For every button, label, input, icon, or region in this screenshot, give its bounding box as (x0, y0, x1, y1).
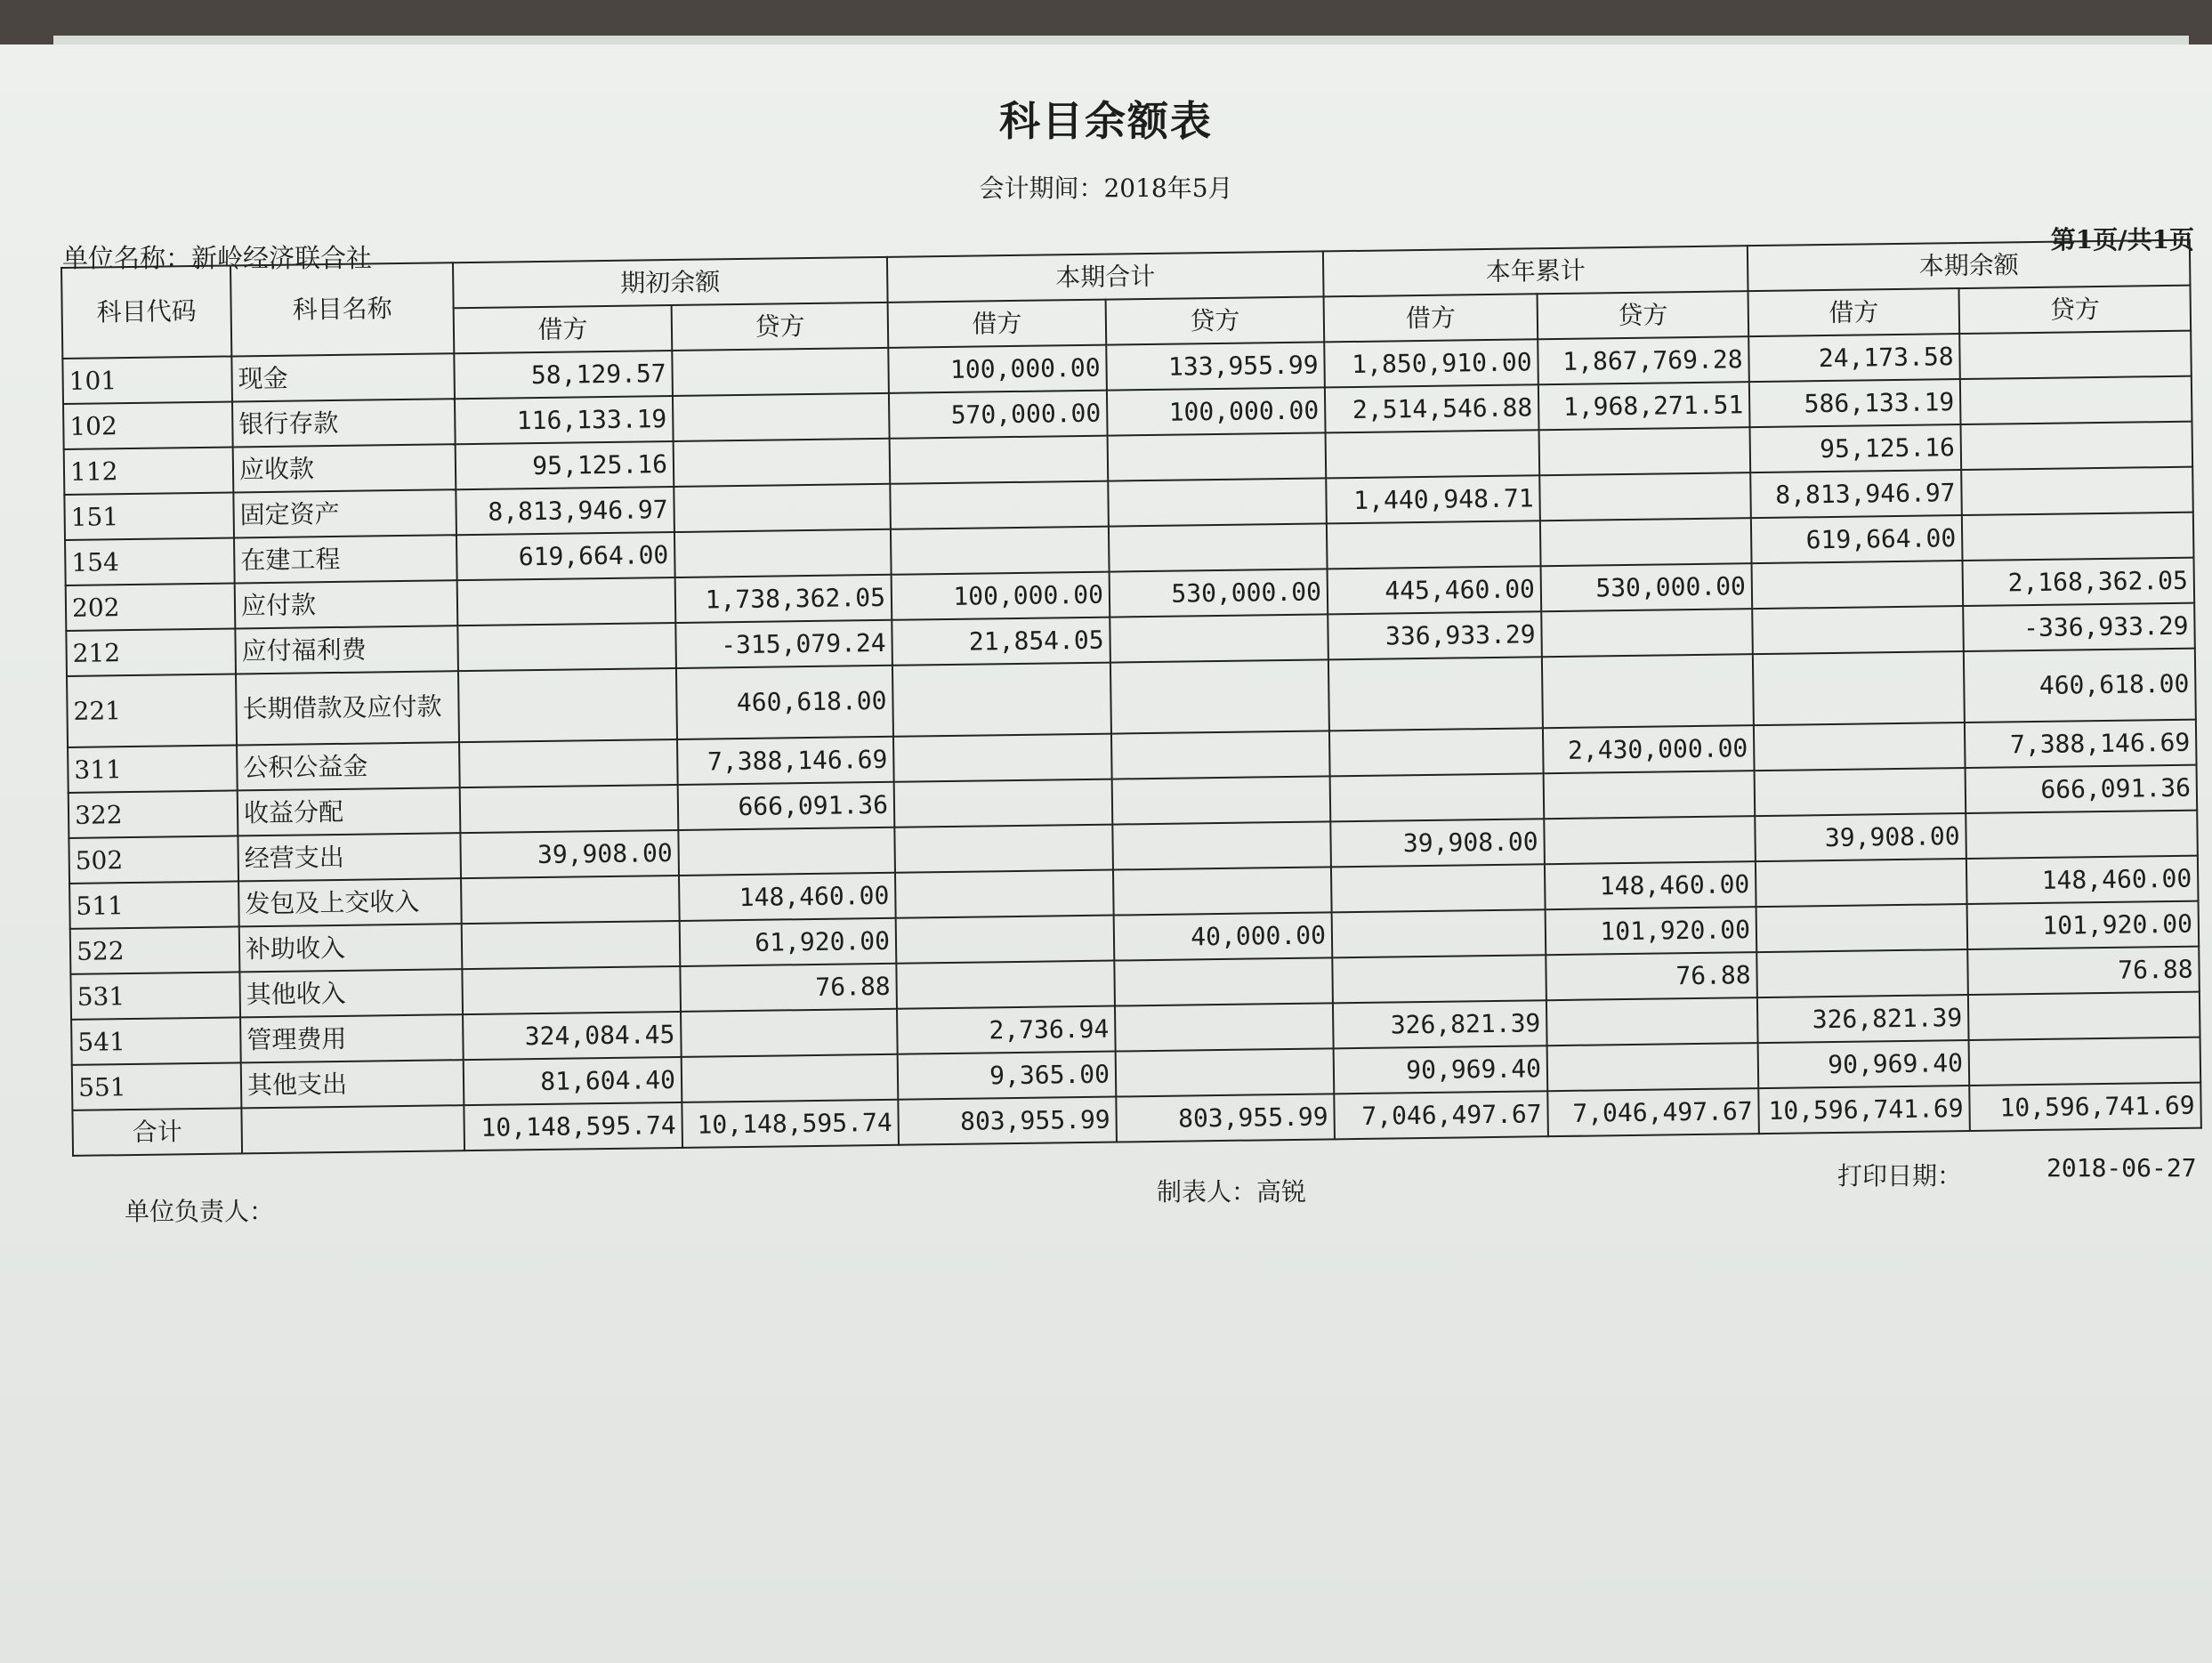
account-name: 固定资产 (233, 489, 456, 537)
amount-cell (1961, 467, 2193, 515)
amount-cell (682, 1054, 899, 1102)
amount-cell (1544, 771, 1756, 819)
header-group-opening: 期初余额 (453, 257, 888, 308)
amount-cell: 81,604.40 (464, 1057, 682, 1105)
amount-cell: 2,430,000.00 (1543, 725, 1755, 773)
amount-cell (894, 825, 1113, 873)
amount-cell (1540, 518, 1752, 566)
print-date-label: 打印日期： (1837, 1161, 1963, 1191)
amount-cell: -336,933.29 (1963, 603, 2195, 651)
header-code: 科目代码 (61, 265, 231, 358)
header-credit: 贷方 (1106, 296, 1325, 344)
amount-cell: 21,854.05 (892, 618, 1110, 666)
amount-cell (1755, 768, 1966, 816)
header-group-ytd: 本年累计 (1323, 246, 1748, 296)
amount-cell: 586,133.19 (1749, 379, 1961, 427)
amount-cell (1110, 659, 1329, 733)
unit-head-signature: 单位负责人： (125, 1197, 275, 1226)
amount-cell (896, 916, 1115, 964)
account-name: 经营支出 (238, 833, 461, 881)
account-code: 541 (71, 1017, 241, 1064)
amount-cell (1109, 523, 1328, 571)
account-code: 311 (68, 745, 238, 792)
amount-cell (459, 739, 678, 787)
amount-cell (891, 527, 1110, 575)
amount-cell: 666,091.36 (1966, 765, 2198, 813)
amount-cell: 7,388,146.69 (677, 737, 894, 785)
amount-cell (1969, 1037, 2201, 1086)
total-cell: 10,148,595.74 (682, 1100, 899, 1148)
account-name: 收益分配 (238, 787, 461, 836)
account-code: 112 (64, 447, 234, 494)
amount-cell (1115, 1003, 1334, 1051)
amount-cell: 8,813,946.97 (456, 487, 674, 535)
amount-cell: 336,933.29 (1328, 611, 1542, 659)
amount-cell (1962, 513, 2194, 561)
amount-cell: 324,084.45 (463, 1012, 682, 1060)
amount-cell: 61,920.00 (680, 918, 897, 966)
amount-cell (894, 779, 1113, 827)
amount-cell: 326,821.39 (1757, 995, 1969, 1043)
amount-cell: 76.88 (1967, 947, 2200, 995)
amount-cell (1539, 427, 1751, 475)
amount-cell (890, 481, 1109, 529)
amount-cell (1756, 904, 1968, 952)
header-credit: 贷方 (1959, 286, 2192, 334)
account-code: 551 (72, 1062, 242, 1110)
amount-cell (890, 436, 1109, 484)
amount-cell (1959, 331, 2192, 379)
preparer: 制表人：高锐 (1157, 1177, 1307, 1207)
account-code: 322 (69, 790, 238, 837)
amount-cell (1752, 561, 1964, 609)
account-code: 154 (65, 537, 235, 585)
page-number: 第1页/共1页 (2050, 225, 2194, 254)
amount-cell (673, 393, 890, 441)
amount-cell (1331, 864, 1546, 912)
amount-cell (1542, 654, 1754, 728)
account-name: 应付福利费 (235, 626, 458, 674)
amount-cell (1756, 949, 1968, 997)
total-cell: 7,046,497.67 (1334, 1091, 1548, 1139)
amount-cell (1328, 657, 1543, 731)
account-code: 102 (63, 401, 233, 448)
account-code: 221 (67, 674, 237, 747)
amount-cell (893, 734, 1112, 782)
amount-cell: 39,908.00 (460, 830, 679, 878)
amount-cell: 8,813,946.97 (1750, 470, 1962, 518)
amount-cell: 100,000.00 (892, 572, 1110, 620)
amount-cell: 619,664.00 (456, 532, 675, 580)
header-credit: 贷方 (1538, 291, 1749, 339)
amount-cell: 24,173.58 (1748, 334, 1960, 382)
account-code: 502 (69, 836, 238, 883)
header-group-closing: 本期余额 (1748, 240, 2191, 292)
amount-cell (674, 529, 892, 577)
amount-cell (1326, 430, 1540, 478)
amount-cell: 39,908.00 (1755, 813, 1966, 861)
amount-cell: 76.88 (680, 964, 897, 1012)
amount-cell: 2,514,546.88 (1325, 384, 1539, 432)
amount-cell: 445,460.00 (1328, 566, 1542, 614)
amount-cell (1108, 478, 1327, 526)
total-cell: 10,596,741.69 (1758, 1086, 1970, 1134)
amount-cell (462, 921, 681, 969)
amount-cell: 58,129.57 (454, 351, 673, 399)
amount-cell (1110, 614, 1328, 662)
header-debit: 借方 (888, 300, 1107, 348)
amount-cell (1116, 1048, 1335, 1096)
account-code: 212 (66, 628, 236, 675)
amount-cell: 460,618.00 (1964, 649, 2196, 723)
balance-table (61, 239, 2202, 1157)
amount-cell: 95,125.16 (1750, 424, 1962, 472)
amount-cell (457, 577, 676, 626)
amount-cell (672, 348, 889, 396)
account-name: 管理费用 (240, 1014, 464, 1062)
amount-cell (1961, 422, 2193, 470)
amount-cell: 570,000.00 (889, 391, 1108, 439)
amount-cell (1113, 867, 1332, 915)
account-name: 在建工程 (234, 535, 457, 583)
amount-cell: 326,821.39 (1333, 1000, 1547, 1048)
account-name: 补助收入 (239, 924, 463, 972)
header-name: 科目名称 (230, 262, 454, 356)
header-credit: 贷方 (672, 303, 889, 351)
amount-cell (1108, 432, 1327, 480)
amount-cell: 90,969.40 (1334, 1045, 1548, 1094)
amount-cell: 530,000.00 (1541, 563, 1753, 611)
amount-cell: 90,969.40 (1758, 1040, 1970, 1088)
header-debit: 借方 (454, 305, 673, 353)
total-name-cell (241, 1105, 464, 1153)
account-name: 长期借款及应付款 (236, 671, 459, 745)
amount-cell (462, 966, 681, 1014)
amount-cell (1968, 992, 2200, 1040)
amount-cell: 39,908.00 (1330, 819, 1545, 867)
amount-cell (1330, 773, 1545, 821)
amount-cell (1327, 521, 1541, 569)
report-title: 科目余额表 (999, 97, 1213, 145)
amount-cell: 666,091.36 (678, 782, 895, 830)
account-code: 151 (64, 492, 234, 539)
amount-cell (678, 827, 895, 876)
amount-cell: 1,738,362.05 (675, 575, 892, 623)
account-name: 应收款 (233, 444, 456, 492)
amount-cell (1541, 609, 1753, 657)
amount-cell (1544, 816, 1756, 864)
amount-cell: 1,968,271.51 (1538, 382, 1750, 430)
amount-cell (674, 439, 891, 487)
amount-cell: 619,664.00 (1751, 515, 1963, 563)
account-code: 101 (62, 356, 232, 403)
unit-name: 单位名称：新岭经济联合社 (62, 243, 373, 273)
total-label: 合计 (72, 1108, 242, 1155)
amount-cell (457, 623, 676, 671)
amount-cell (892, 663, 1111, 737)
amount-cell (1332, 909, 1546, 957)
amount-cell (461, 876, 680, 924)
amount-cell (1752, 606, 1964, 654)
amount-cell (458, 668, 677, 742)
account-name: 公积公益金 (237, 742, 460, 790)
amount-cell (460, 785, 679, 833)
account-name: 应付款 (235, 580, 458, 628)
amount-cell (896, 961, 1115, 1009)
amount-cell: 148,460.00 (679, 873, 896, 921)
header-debit: 借方 (1748, 288, 1960, 336)
total-cell: 7,046,497.67 (1547, 1088, 1759, 1136)
amount-cell (1112, 776, 1331, 824)
amount-cell: 95,125.16 (456, 441, 674, 489)
amount-cell (1547, 1043, 1759, 1091)
amount-cell (1756, 859, 1967, 907)
amount-cell: 40,000.00 (1114, 912, 1333, 960)
header-debit: 借方 (1324, 294, 1538, 342)
amount-cell: 101,920.00 (1546, 907, 1757, 955)
amount-cell: 100,000.00 (1107, 387, 1326, 435)
amount-cell: 133,955.99 (1106, 342, 1325, 390)
amount-cell: 1,850,910.00 (1324, 339, 1538, 387)
account-code: 511 (69, 881, 239, 928)
amount-cell (895, 870, 1114, 918)
account-name: 银行存款 (232, 399, 456, 447)
amount-cell (1753, 651, 1965, 725)
header-group-period: 本期合计 (887, 251, 1324, 302)
account-code: 202 (66, 583, 236, 630)
amount-cell (674, 484, 891, 532)
account-name: 发包及上交收入 (238, 878, 462, 926)
amount-cell: 7,388,146.69 (1965, 720, 2197, 768)
amount-cell (1966, 811, 2198, 859)
amount-cell: 148,460.00 (1545, 861, 1756, 909)
amount-cell: 1,867,769.28 (1538, 336, 1749, 384)
amount-cell (1960, 376, 2192, 424)
amount-cell: 100,000.00 (888, 345, 1107, 393)
amount-cell: 2,736.94 (897, 1006, 1116, 1054)
amount-cell: 101,920.00 (1967, 901, 2200, 949)
amount-cell (1546, 997, 1758, 1045)
amount-cell: 2,168,362.05 (1963, 558, 2195, 606)
account-code: 522 (70, 926, 240, 973)
amount-cell (681, 1009, 898, 1057)
total-cell: 803,955.99 (1116, 1094, 1335, 1142)
amount-cell (1754, 723, 1966, 771)
table-body (62, 331, 2200, 1110)
amount-cell: 1,440,948.71 (1326, 475, 1540, 523)
amount-cell (1332, 955, 1546, 1003)
total-cell: 10,148,595.74 (464, 1102, 682, 1150)
account-code: 531 (70, 972, 240, 1019)
total-cell: 10,596,741.69 (1969, 1083, 2201, 1131)
print-date: 2018-06-27 (2047, 1153, 2197, 1183)
amount-cell: 148,460.00 (1966, 856, 2199, 904)
amount-cell (1539, 472, 1751, 521)
amount-cell (1329, 728, 1544, 776)
amount-cell: 460,618.00 (676, 666, 893, 739)
account-name: 其他支出 (241, 1060, 464, 1108)
amount-cell (1114, 957, 1333, 1005)
account-name: 其他收入 (239, 969, 463, 1017)
accounting-period: 会计期间：2018年5月 (979, 174, 1233, 203)
amount-cell (1112, 821, 1331, 869)
amount-cell: 76.88 (1546, 952, 1757, 1000)
total-cell: 803,955.99 (898, 1097, 1117, 1145)
amount-cell: 116,133.19 (455, 396, 674, 444)
account-name: 现金 (231, 353, 455, 401)
amount-cell: 9,365.00 (898, 1052, 1117, 1100)
amount-cell (1111, 731, 1330, 779)
amount-cell: -315,079.24 (675, 620, 892, 668)
amount-cell: 530,000.00 (1110, 569, 1328, 617)
